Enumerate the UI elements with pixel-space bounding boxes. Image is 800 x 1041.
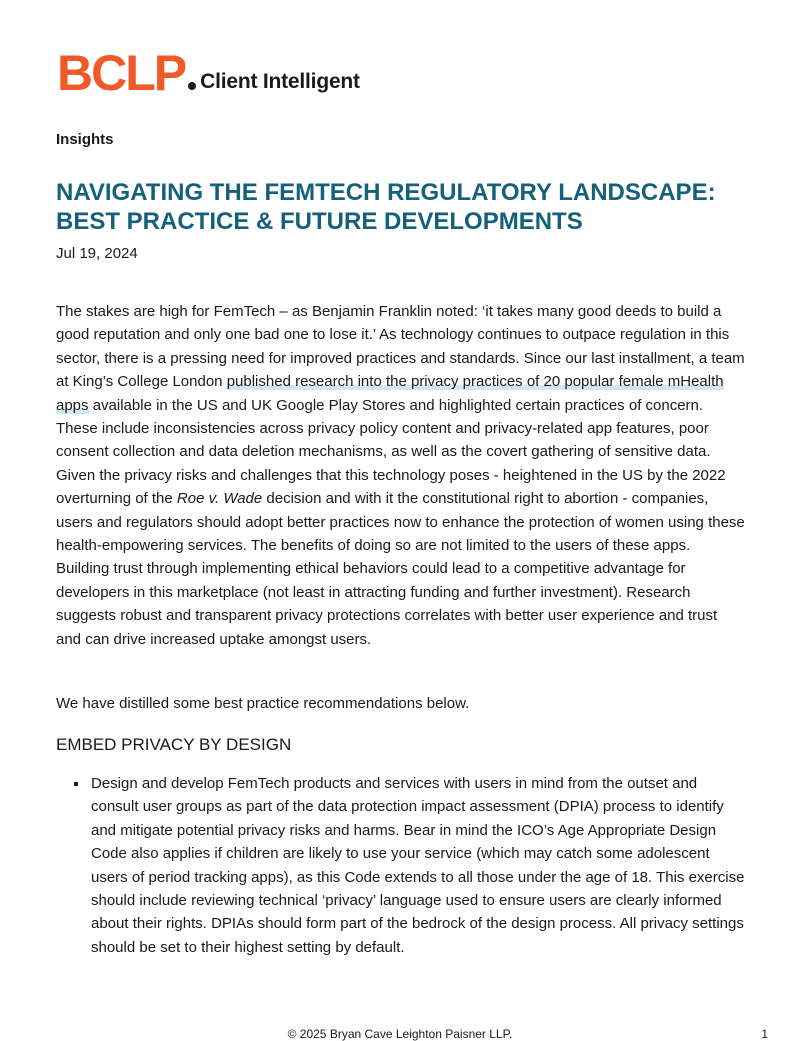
list-item [56,772,746,959]
article-title: NAVIGATING THE FEMTECH REGULATORY LANDSCAPE: BEST PRACTICE & FUTURE DEVELOPMENTS [56,179,716,235]
section-heading: EMBED PRIVACY BY DESIGN [56,735,292,754]
section-label: Insights [56,131,114,148]
logo-subtitle: Client Intelligent [200,70,360,93]
research-link[interactable]: published research into the privacy practices of 20 popular female mHealth apps [56,373,724,414]
recommendation-list [56,772,746,959]
footer-copyright: © 2025 Bryan Cave Leighton Paisner LLP. [287,1027,513,1041]
list-item-text: Design and develop FemTech products and services with users in mind from the outset and consult user groups as part of the data protection impact assessment (DPIA) process to identify and mitigate potential privacy risks and harms. Bear in mind the ICO’s Age Appropriate Design Code also applies if children are likely to use your service (which may catch some adolescent users of period tracking apps), as this Code extends to all those under the age of 18. This exercise should include reviewing technical ‘privacy’ language used to ensure users are clearly informed about their rights. DPIAs should form part of the bedrock of the design process. All privacy settings should be set to their highest setting by default. [91,775,745,956]
bclp-logo[interactable] [57,44,360,101]
article-date: Jul 19, 2024 [56,245,138,262]
logo-wordmark: BCLP [57,45,186,101]
paragraph-text: The stakes are high for FemTech – as Benjamin Franklin noted: ‘it takes many good deeds to build a good reputation and only one bad one to lose it.’ As technology continues to outpace regulation in this sector, there is a pressing need for improved practices and standards. Since our last installment, a team at King’s College London [56,303,745,391]
paragraph-text: decision and with it the constitutional right to abortion - companies, users and regulators should adopt better practices now to enhance the protection of women using these health-empowering services. The benefits of doing so are not limited to the users of these apps. Building trust through implementing ethical behaviors could lead to a competitive advantage for developers in this marketplace (not least in attracting funding and further investment). Research suggests robust and transparent privacy protections correlates with better user experience and trust and can drive increased uptake amongst users. [56,490,745,648]
page-number: 1 [761,1027,768,1041]
logo-dot-icon [188,82,196,90]
article-paragraph-1 [56,300,746,651]
case-name: Roe v. Wade [176,490,263,508]
bullet-icon [74,782,78,786]
article-paragraph-2: We have distilled some best practice recommendations below. [56,695,470,712]
paragraph-text: available in the US and UK Google Play Stores and highlighted certain practices of concern. These include inconsistencies across privacy policy content and privacy-related app features, poor consent collection and data deletion mechanisms, as well as the covert gathering of sensitive data. Given the privacy risks and challenges that this technology poses - heightened in the US by the 2022 overturning of the [56,396,726,508]
